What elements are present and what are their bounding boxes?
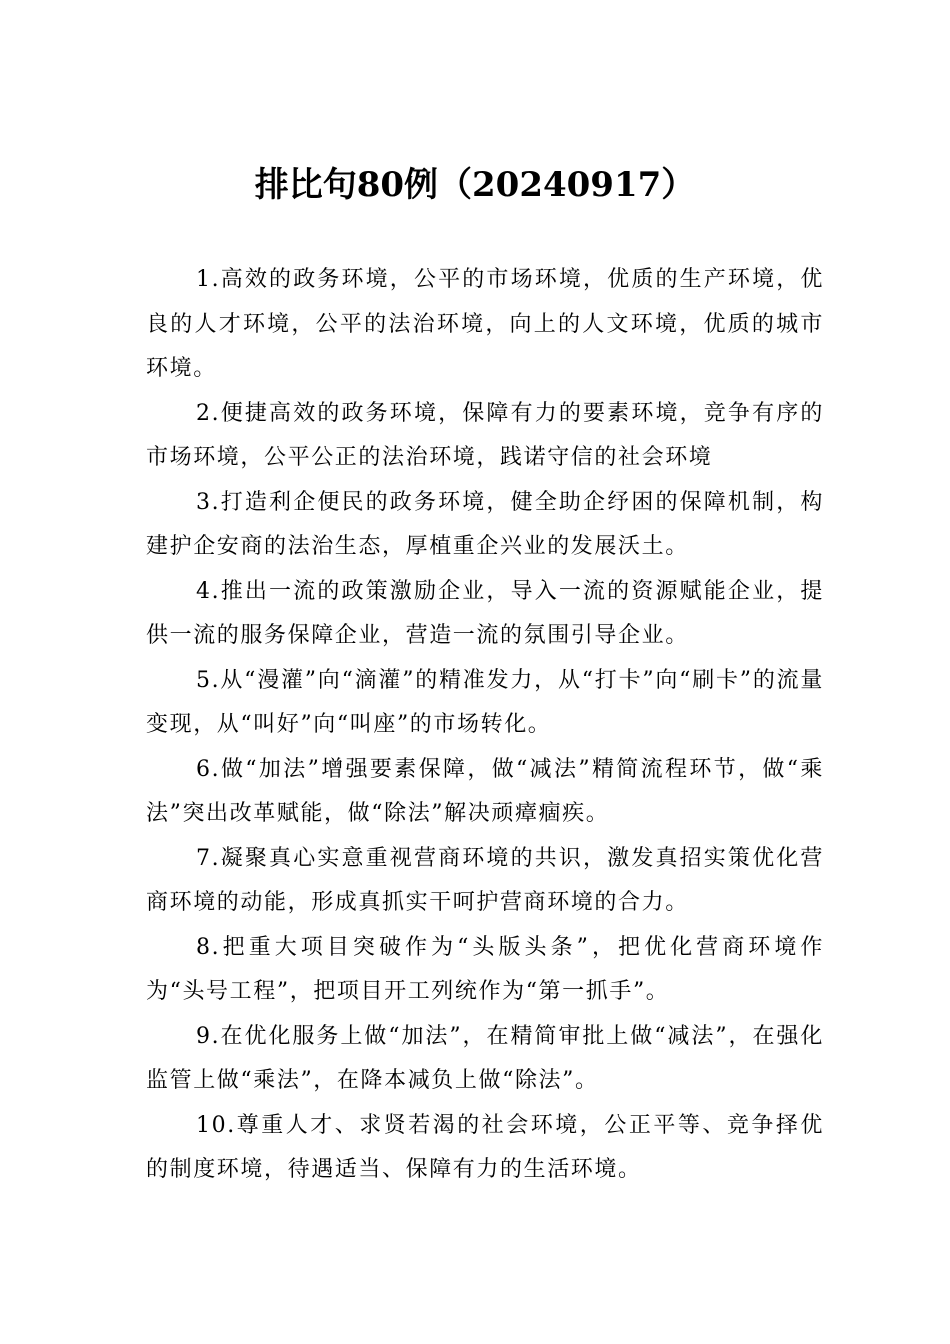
paragraph-10: 10.尊重人才、求贤若渴的社会环境，公正平等、竞争择优的制度环境，待遇适当、保障有力的生活环境。: [146, 1112, 824, 1182]
paragraph-1: 1.高效的政务环境，公平的市场环境，优质的生产环境，优良的人才环境，公平的法治环境，向上的人文环境，优质的城市环境。: [146, 267, 824, 381]
paragraph-2: 2.便捷高效的政务环境，保障有力的要素环境，竞争有序的市场环境，公平公正的法治环境，践诺守信的社会环境: [146, 400, 824, 470]
paragraph-8: 8.把重大项目突破作为“头版头条”，把优化营商环境作为“头号工程”，把项目开工列统作为“第一抓手”。: [146, 934, 824, 1004]
paragraph-6: 6.做“加法”增强要素保障，做“减法”精简流程环节，做“乘法”突出改革赋能，做“除法”解决顽瘴痼疾。: [146, 756, 824, 826]
document-title: 排比句80例（20240917）: [254, 165, 696, 205]
paragraph-5: 5.从“漫灌”向“滴灌”的精准发力，从“打卡”向“刷卡”的流量变现，从“叫好”向“叫座”的市场转化。: [146, 667, 824, 737]
paragraph-7: 7.凝聚真心实意重视营商环境的共识，激发真招实策优化营商环境的动能，形成真抓实干呵护营商环境的合力。: [146, 845, 824, 915]
paragraph-9: 9.在优化服务上做“加法”，在精简审批上做“减法”，在强化监管上做“乘法”，在降本减负上做“除法”。: [146, 1023, 824, 1093]
paragraph-3: 3.打造利企便民的政务环境，健全助企纾困的保障机制，构建护企安商的法治生态，厚植重企兴业的发展沃土。: [146, 489, 824, 559]
paragraph-4: 4.推出一流的政策激励企业，导入一流的资源赋能企业，提供一流的服务保障企业，营造一流的氛围引导企业。: [146, 578, 824, 648]
document-body: [146, 258, 824, 1193]
